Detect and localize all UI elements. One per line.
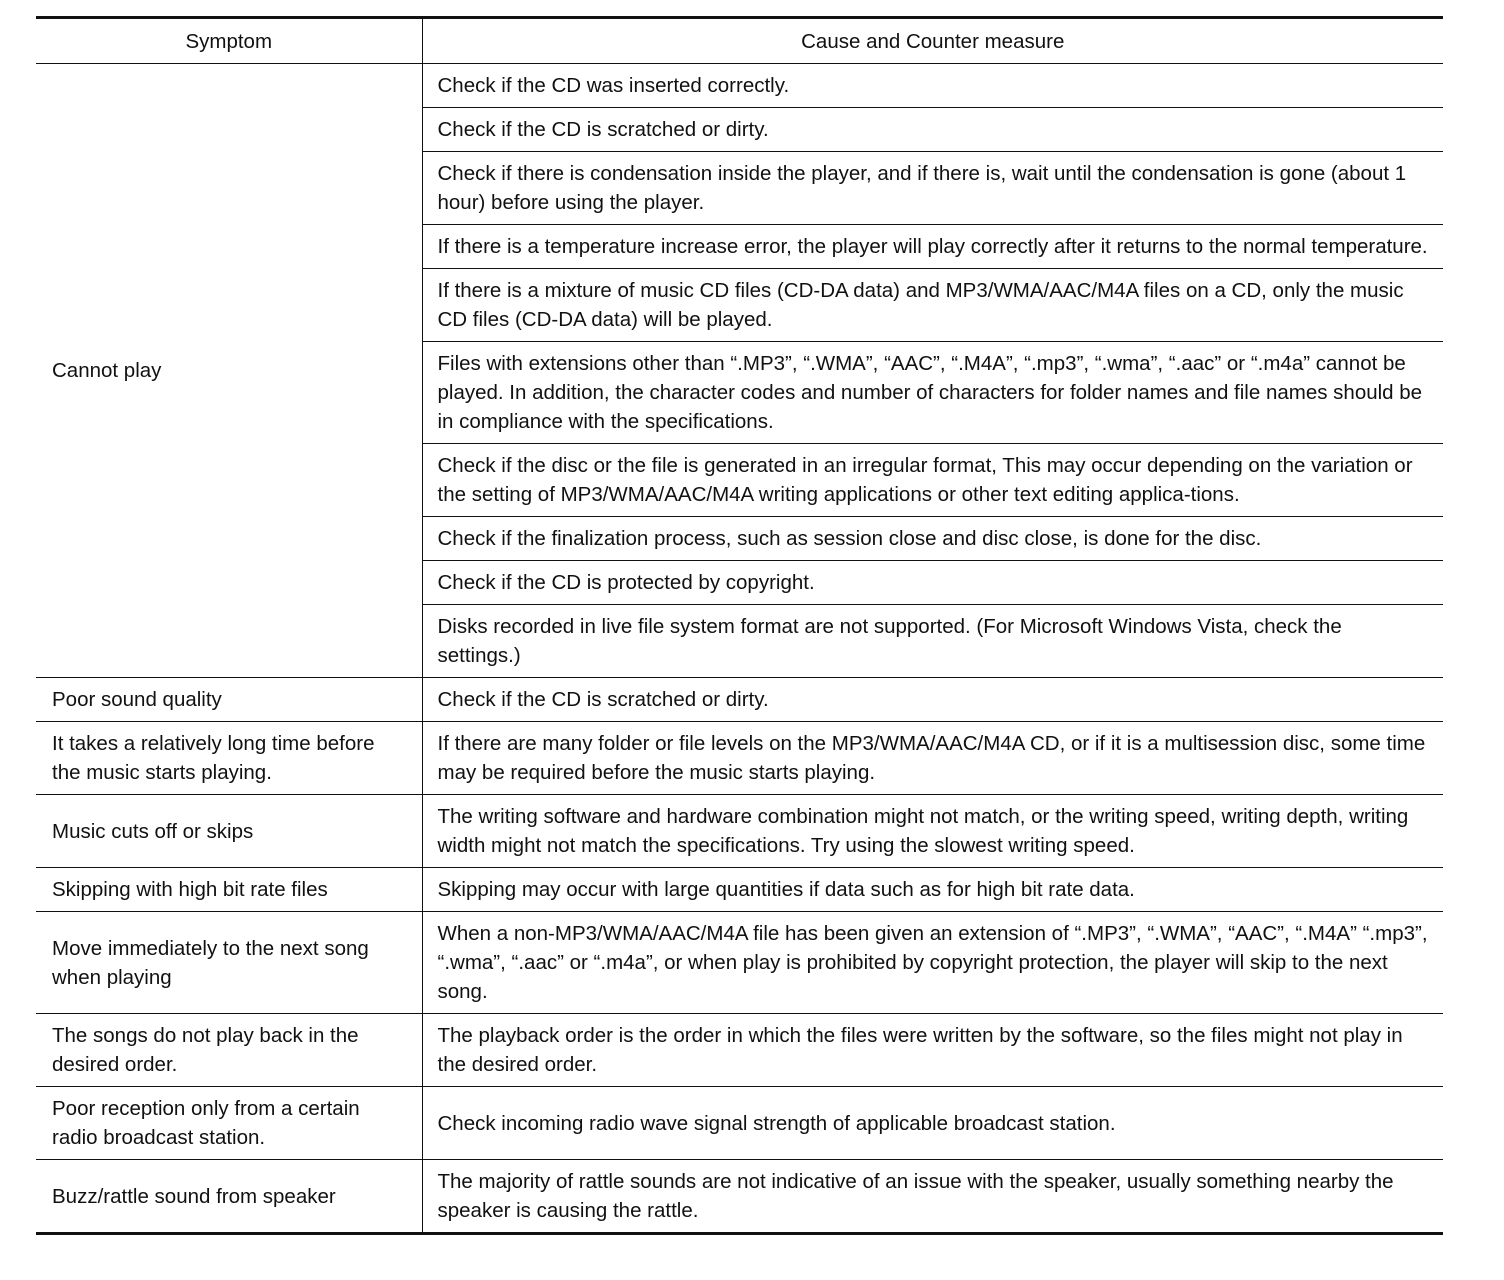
table-row: [36, 722, 1443, 795]
cause-cell: The majority of rattle sounds are not indicative of an issue with the speaker, usually something nearby the speaker is causing the rattle.: [422, 1160, 1443, 1234]
table-row: [36, 912, 1443, 1014]
symptom-cell: Move immediately to the next song when playing: [36, 912, 422, 1014]
cause-cell: The writing software and hardware combination might not match, or the writing speed, writing depth, writing width might not match the specifications. Try using the slowest writing speed.: [422, 795, 1443, 868]
cause-cell: Check if the CD is scratched or dirty.: [422, 108, 1443, 152]
table-row: [36, 1160, 1443, 1234]
symptom-cell: Music cuts off or skips: [36, 795, 422, 868]
cause-cell: Check if the finalization process, such as session close and disc close, is done for the disc.: [422, 517, 1443, 561]
cause-cell: The playback order is the order in which the files were written by the software, so the files might not play in the desired order.: [422, 1014, 1443, 1087]
table-row: [36, 64, 1443, 108]
header-cause: Cause and Counter measure: [422, 18, 1443, 64]
cause-cell: If there are many folder or file levels on the MP3/WMA/AAC/M4A CD, or if it is a multisession disc, some time may be required before the music starts playing.: [422, 722, 1443, 795]
table-row: [36, 678, 1443, 722]
table-body: [36, 64, 1443, 1234]
table-row: [36, 1014, 1443, 1087]
cause-cell: Check if the CD was inserted correctly.: [422, 64, 1443, 108]
cause-cell: Check if the CD is protected by copyright.: [422, 561, 1443, 605]
symptom-cell: It takes a relatively long time before the music starts playing.: [36, 722, 422, 795]
cause-cell: Files with extensions other than “.MP3”, “.WMA”, “AAC”, “.M4A”, “.mp3”, “.wma”, “.aac” or “.m4a” cannot be played. In addition, the character codes and number of characters for folder names and file names should be in compliance with the specifications.: [422, 342, 1443, 444]
symptom-cell: The songs do not play back in the desired order.: [36, 1014, 422, 1087]
symptom-cell: Buzz/rattle sound from speaker: [36, 1160, 422, 1234]
troubleshooting-table: [36, 16, 1443, 1235]
symptom-cell: Cannot play: [36, 64, 422, 678]
cause-cell: If there is a mixture of music CD files (CD-DA data) and MP3/WMA/AAC/M4A files on a CD, only the music CD files (CD-DA data) will be played.: [422, 269, 1443, 342]
cause-cell: Skipping may occur with large quantities if data such as for high bit rate data.: [422, 868, 1443, 912]
cause-cell: Check if the disc or the file is generated in an irregular format, This may occur depending on the variation or the setting of MP3/WMA/AAC/M4A writing applications or other text editing applica-tions.: [422, 444, 1443, 517]
symptom-cell: Poor reception only from a certain radio broadcast station.: [36, 1087, 422, 1160]
table-row: [36, 795, 1443, 868]
cause-cell: When a non-MP3/WMA/AAC/M4A file has been given an extension of “.MP3”, “.WMA”, “AAC”, “.M4A” “.mp3”, “.wma”, “.aac” or “.m4a”, or when play is prohibited by copyright protection, the player will skip to the next song.: [422, 912, 1443, 1014]
table-row: [36, 1087, 1443, 1160]
symptom-cell: Skipping with high bit rate files: [36, 868, 422, 912]
header-row: [36, 18, 1443, 64]
header-symptom: Symptom: [36, 18, 422, 64]
cause-cell: If there is a temperature increase error, the player will play correctly after it returns to the normal temperature.: [422, 225, 1443, 269]
table-row: [36, 868, 1443, 912]
symptom-cell: Poor sound quality: [36, 678, 422, 722]
cause-cell: Check incoming radio wave signal strength of applicable broadcast station.: [422, 1087, 1443, 1160]
cause-cell: Check if the CD is scratched or dirty.: [422, 678, 1443, 722]
cause-cell: Disks recorded in live file system format are not supported. (For Microsoft Windows Vista, check the settings.): [422, 605, 1443, 678]
cause-cell: Check if there is condensation inside the player, and if there is, wait until the condensation is gone (about 1 hour) before using the player.: [422, 152, 1443, 225]
